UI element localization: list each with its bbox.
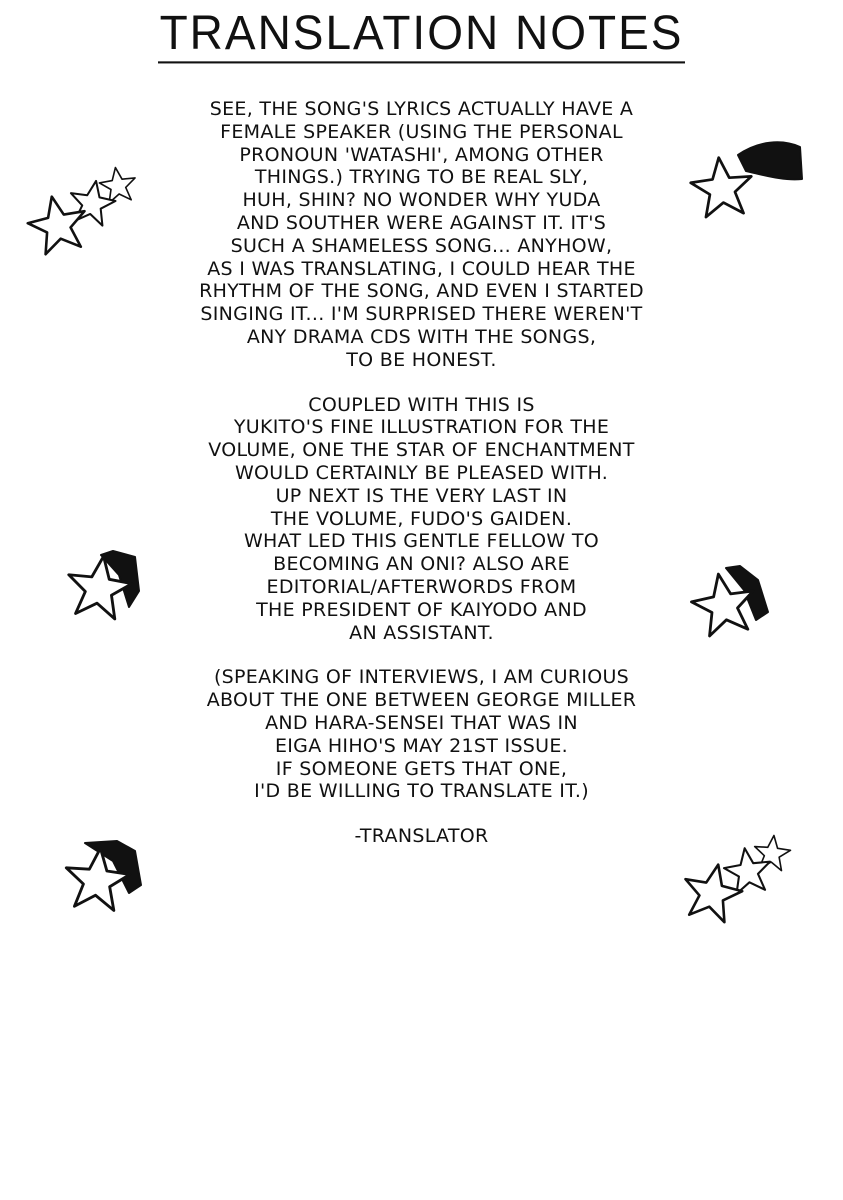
text-line: AS I WAS TRANSLATING, I COULD HEAR THE — [207, 257, 636, 280]
text-line: YUKITO'S FINE ILLUSTRATION FOR THE — [233, 416, 610, 439]
text-line: AN ASSISTANT. — [349, 621, 494, 644]
star-cluster-bottom-left-icon — [55, 835, 150, 925]
star-cluster-bottom-right-icon — [672, 828, 802, 938]
star-cluster-top-right-icon — [680, 135, 810, 235]
text-line: SEE, THE SONG'S LYRICS ACTUALLY HAVE A — [209, 98, 634, 120]
text-line: BECOMING AN ONI? ALSO ARE — [273, 553, 570, 576]
text-line: SUCH A SHAMELESS SONG... ANYHOW, — [230, 234, 613, 257]
text-line: RHYTHM OF THE SONG, AND EVEN I STARTED — [199, 280, 644, 303]
text-line: WHAT LED THIS GENTLE FELLOW TO — [243, 530, 600, 553]
paragraph-illustration — [150, 394, 693, 645]
text-line: THE VOLUME, FUDO'S GAIDEN. — [270, 507, 573, 530]
star-cluster-top-left-icon — [20, 160, 150, 270]
text-line: UP NEXT IS THE VERY LAST IN — [275, 484, 568, 507]
star-cluster-middle-right-icon — [682, 560, 777, 650]
paragraph-song-lyrics — [150, 98, 693, 372]
paragraph-interviews — [150, 666, 693, 803]
text-line: EDITORIAL/AFTERWORDS FROM — [266, 575, 577, 598]
text-line: ABOUT THE ONE BETWEEN GEORGE MILLER — [206, 689, 637, 712]
notes-body — [150, 98, 693, 870]
page-title-text: TRANSLATION NOTES — [158, 3, 686, 64]
text-line: PRONOUN 'WATASHI', AMONG OTHER — [239, 143, 604, 166]
text-line: SINGING IT... I'M SURPRISED THERE WEREN'T — [200, 303, 643, 326]
text-line: AND HARA-SENSEI THAT WAS IN — [265, 711, 578, 734]
text-line: THE PRESIDENT OF KAIYODO AND — [256, 598, 587, 621]
text-line: HUH, SHIN? NO WONDER WHY YUDA — [242, 189, 601, 212]
page-title — [0, 4, 843, 62]
text-line: IF SOMEONE GETS THAT ONE, — [275, 757, 568, 780]
text-line: TO BE HONEST. — [346, 348, 497, 371]
text-line: (SPEAKING OF INTERVIEWS, I AM CURIOUS — [213, 666, 630, 689]
text-line: COUPLED WITH THIS IS — [308, 393, 535, 416]
text-line: EIGA HIHO'S MAY 21ST ISSUE. — [274, 734, 569, 757]
text-line: FEMALE SPEAKER (USING THE PERSONAL — [220, 120, 623, 143]
text-line: ANY DRAMA CDS WITH THE SONGS, — [246, 325, 597, 348]
signature-text: -TRANSLATOR — [354, 825, 489, 848]
text-line: I'D BE WILLING TO TRANSLATE IT.) — [254, 780, 589, 803]
text-line: AND SOUTHER WERE AGAINST IT. IT'S — [236, 211, 607, 234]
signature — [150, 825, 693, 848]
text-line: THINGS.) TRYING TO BE REAL SLY, — [254, 166, 589, 189]
star-cluster-middle-left-icon — [55, 545, 150, 635]
text-line: WOULD CERTAINLY BE PLEASED WITH. — [234, 461, 609, 484]
text-line: VOLUME, ONE THE STAR OF ENCHANTMENT — [208, 439, 635, 462]
